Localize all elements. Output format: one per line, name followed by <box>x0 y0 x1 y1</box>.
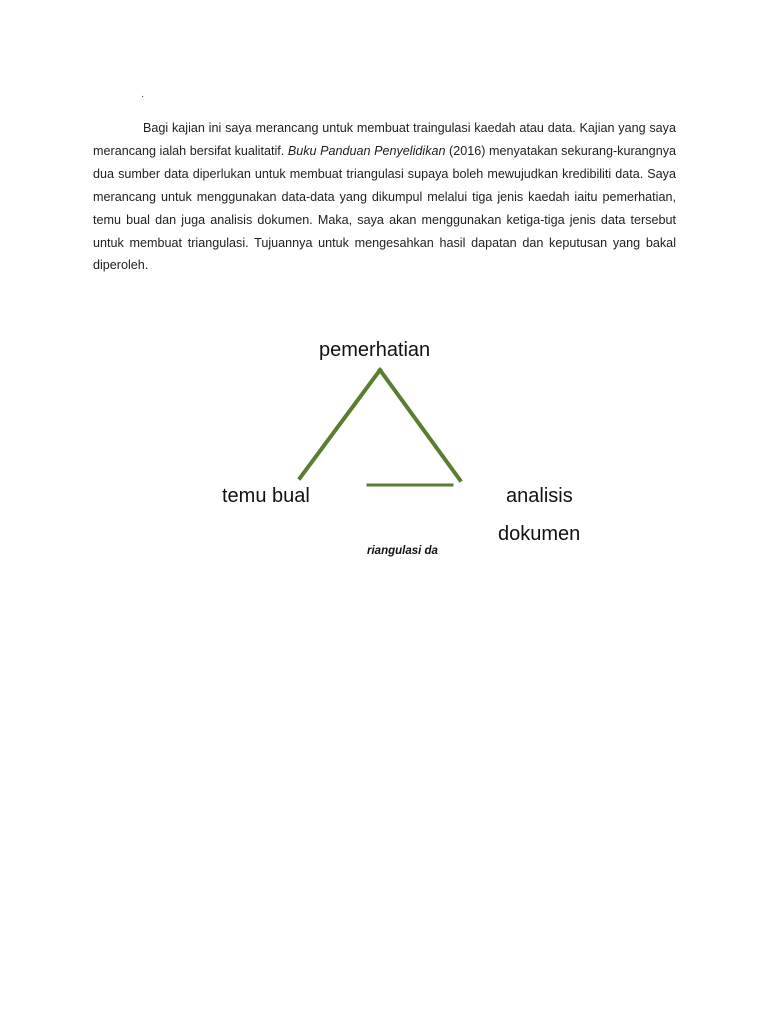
paragraph-text-part2: (2016) menyatakan sekurang-kurangnya dua sumber data diperlukan untuk membuat triangulasi supaya boleh mewujudkan kredibiliti data. Saya merancang untuk menggunakan data-data yang dikumpul melalui tiga jenis kaedah iaitu pemerhatian, temu bual dan juga analisis dokumen. Maka, saya akan menggunakan ketiga-tiga jenis data tersebut untuk membuat triangulasi. Tujuannya untuk mengesahkan hasil dapatan dan keputusan yang bakal diperoleh. <box>93 143 676 273</box>
citation-title: Buku Panduan Penyelidikan <box>287 143 446 158</box>
bullet-marker: · <box>141 91 145 102</box>
label-pemerhatian: pemerhatian <box>319 339 431 361</box>
label-analisis: analisis <box>506 485 573 507</box>
figure-caption: riangulasi da <box>367 545 438 557</box>
triangle-edge-left <box>300 370 380 478</box>
triangle-edge-right <box>380 370 460 480</box>
paragraph-text-part1: Bagi kajian ini saya merancang untuk membuat traingulasi kaedah atau data. Kajian yang saya merancang ialah bersifat kualitatif. <box>93 121 676 158</box>
label-temu-bual: temu bual <box>222 485 310 507</box>
label-dokumen: dokumen <box>498 523 581 545</box>
